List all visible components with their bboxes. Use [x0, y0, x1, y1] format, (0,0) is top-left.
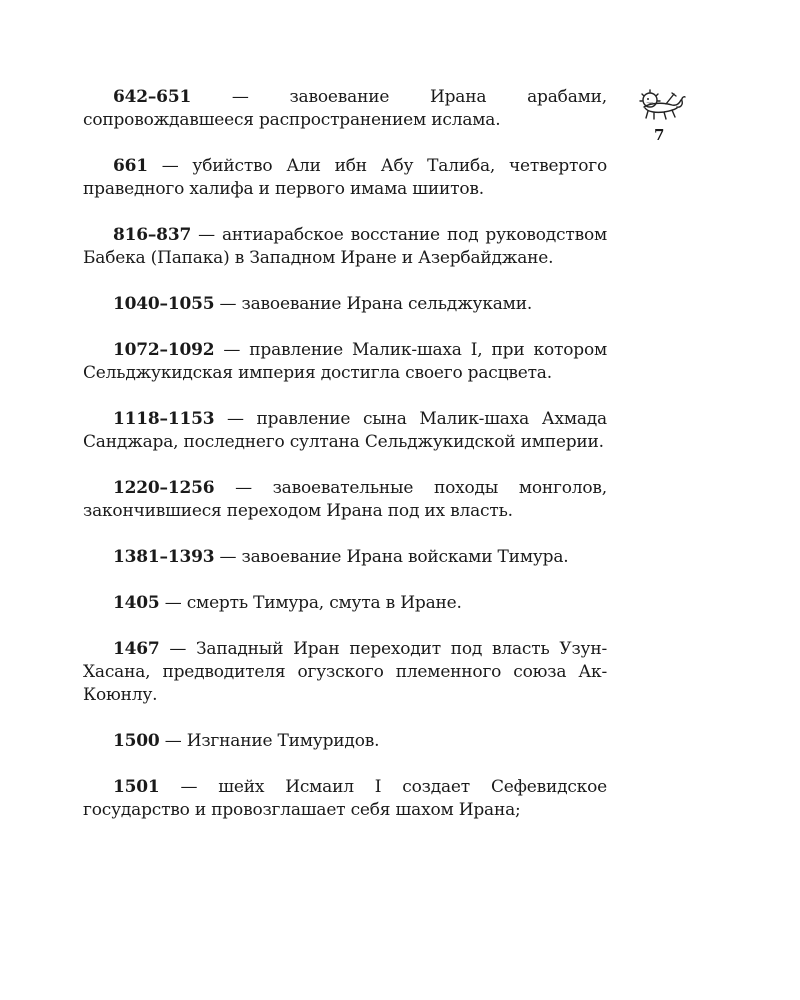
entry-year: 1405	[113, 593, 160, 613]
entry-year: 1118–1153	[113, 409, 215, 429]
chronology-entry	[83, 592, 607, 615]
entry-year: 1072–1092	[113, 340, 215, 360]
entry-text: — антиарабское восстание под руководством Бабека (Папака) в Западном Иране и Азербайджане.	[83, 225, 607, 268]
chronology-entry	[83, 408, 607, 454]
entry-year: 1381–1393	[113, 547, 215, 567]
entry-text: — завоевание Ирана войсками Тимура.	[214, 547, 569, 567]
entry-text: — Западный Иран переходит под власть Узун-Хасана, предводителя огузского племенного союза Ак-Коюнлу.	[83, 639, 607, 705]
entry-text: — правление сына Малик-шаха Ахмада Санджара, последнего султана Сельджукидской империи.	[83, 409, 607, 452]
chronology-entry	[83, 86, 607, 132]
chronology-entry	[83, 155, 607, 201]
chronology-entry	[83, 477, 607, 523]
entry-text: — убийство Али ибн Абу Талиба, четвертого праведного халифа и первого имама шиитов.	[83, 156, 607, 199]
entry-text: — шейх Исмаил I создает Сефевидское государство и провозглашает себя шахом Ирана;	[83, 777, 607, 820]
entry-text: — смерть Тимура, смута в Иране.	[159, 593, 462, 613]
chronology-entry	[83, 730, 607, 753]
chronology-entry	[83, 776, 607, 822]
entry-year: 661	[113, 156, 148, 176]
chronology-entry	[83, 293, 607, 316]
page-number: 7	[654, 126, 665, 144]
entry-year: 1040–1055	[113, 294, 215, 314]
chronology-list	[83, 86, 607, 845]
entry-year: 816–837	[113, 225, 192, 245]
entry-year: 642–651	[113, 87, 192, 107]
chronology-entry	[83, 339, 607, 385]
entry-text: — Изгнание Тимуридов.	[159, 731, 380, 751]
lion-emblem-icon	[636, 88, 686, 122]
entry-year: 1501	[113, 777, 160, 797]
entry-year: 1220–1256	[113, 478, 215, 498]
entry-text: — завоевание Ирана арабами, сопровождавшееся распространением ислама.	[83, 87, 607, 130]
entry-text: — завоевательные походы монголов, закончившиеся переходом Ирана под их власть.	[83, 478, 607, 521]
chronology-entry	[83, 638, 607, 707]
chronology-entry	[83, 546, 607, 569]
entry-text: — завоевание Ирана сельджуками.	[214, 294, 533, 314]
chronology-entry	[83, 224, 607, 270]
entry-year: 1500	[113, 731, 160, 751]
entry-year: 1467	[113, 639, 160, 659]
entry-text: — правление Малик-шаха I, при котором Сельджукидская империя достигла своего расцвета.	[83, 340, 607, 383]
